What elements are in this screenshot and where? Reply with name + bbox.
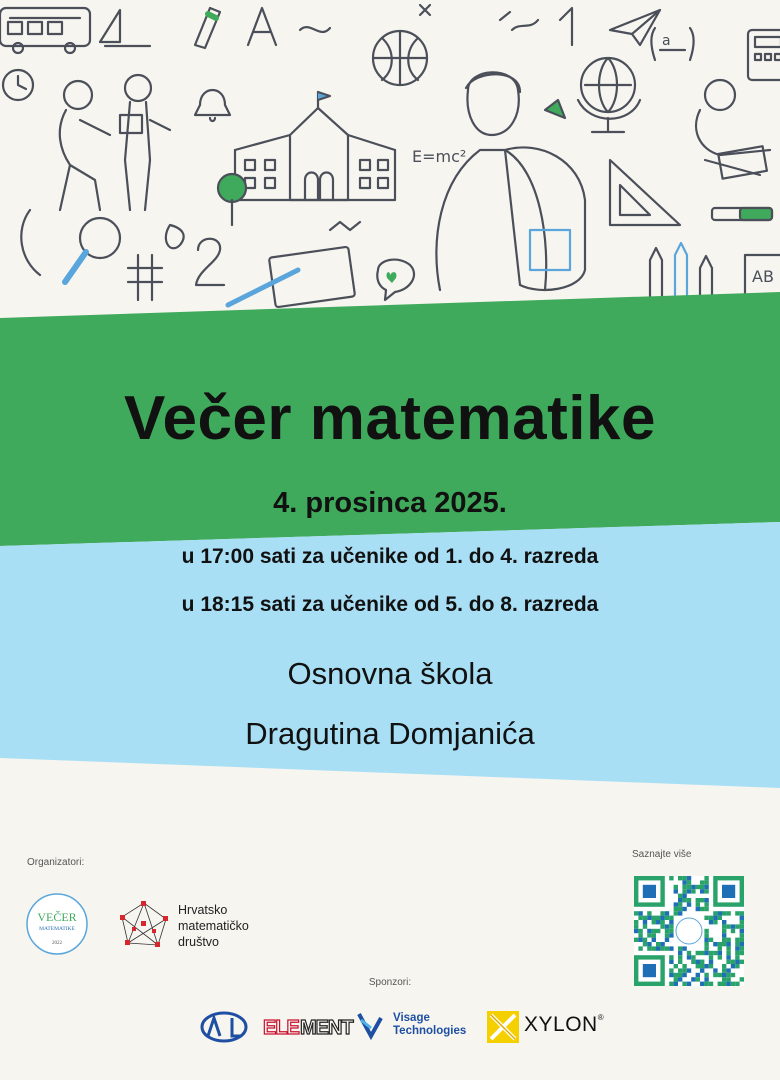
visage-name [393,1012,466,1038]
visage-line-2: Technologies [393,1025,467,1037]
learn-more-label: Saznajte više [632,849,692,860]
hmd-line-2: matematičko [178,919,249,933]
hmd-line-3: društvo [178,935,219,949]
svg-text:ELE: ELE [263,1017,299,1039]
venue-line-1: Osnovna škola [287,656,493,691]
svg-text:MATEMATIKE: MATEMATIKE [39,926,75,932]
organizers-label: Organizatori: [27,857,85,868]
event-time-lower-grades: u 17:00 sati za učenike od 1. do 4. razreda [181,545,599,568]
xylon-registered-mark: ® [597,1013,605,1022]
svg-text:VEČER: VEČER [37,910,77,924]
xylon-name [524,1013,604,1037]
venue-line-2: Dragutina Domjanića [245,716,535,751]
event-date: 4. prosinca 2025. [273,487,507,519]
svg-text:AB: AB [752,267,774,286]
svg-text:E=mc²: E=mc² [412,147,467,166]
xylon-logo-mark[interactable] [487,1011,519,1043]
xylon-text: XYLON [524,1013,598,1036]
alfa-logo[interactable] [200,1010,248,1044]
event-title: Večer matematike [124,384,656,453]
hmd-line-1: Hrvatsko [178,903,228,917]
event-time-upper-grades: u 18:15 sati za učenike od 5. do 8. razreda [181,593,599,616]
hmd-name [178,902,249,950]
visage-line-1: Visage [393,1012,430,1024]
svg-text:MENT: MENT [300,1017,353,1039]
element-logo[interactable] [262,1014,353,1040]
sponsors-label: Sponzori: [368,977,412,988]
vecer-matematike-logo[interactable] [25,892,89,956]
svg-text:a: a [662,33,671,49]
qr-center-logo [676,918,702,944]
qr-code-icon[interactable] [634,876,744,986]
hmd-logo[interactable] [118,899,170,951]
visage-logo[interactable] [357,1010,391,1038]
svg-text:2022: 2022 [52,941,62,946]
